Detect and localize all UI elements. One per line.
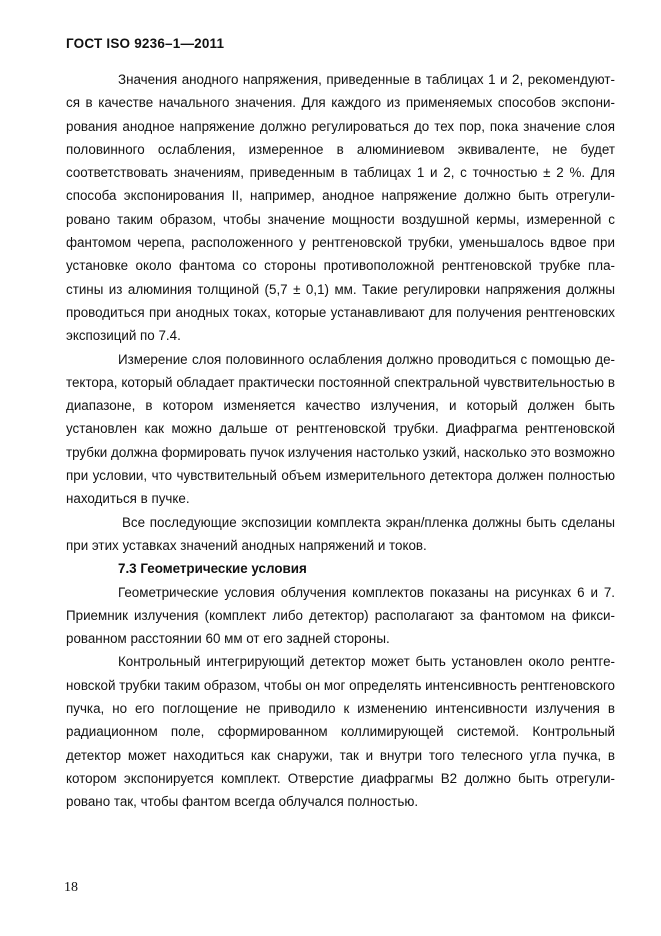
document-header: ГОСТ ISO 9236–1—2011 (66, 36, 225, 51)
page-number: 18 (64, 880, 78, 895)
document-body (66, 68, 615, 814)
section-title-geometric-conditions: 7.3 Геометрические условия (118, 561, 307, 577)
paragraph-geometric-conditions: Геометрические условия облучения комплектов показаны на рисунках 6 и 7. Приемник излучения (комплект либо детектор) располагают за фантомом на фиксированном расстоянии 60 мм от его задней стороны. (66, 584, 615, 647)
paragraph-control-detector: Контрольный интегрирующий детектор может быть установлен около рентгеновской трубки таким образом, чтобы он мог определять интенсивность рентгеновского пучка, но его поглощение не приводило к изменению интенсивности излучения в радиационном поле, сформированном коллимирующей системой. Контрольный детектор может находиться как снаружи, так и внутри того телесного угла пучка, в котором экспонируется комплект. Отверстие диафрагмы В2 должно быть отрегулировано так, чтобы фантом всегда облучался полностью. (66, 654, 615, 810)
paragraph-half-value-layer: Измерение слоя половинного ослабления должно проводиться с помощью детектора, который обладает практически постоянной спектральной чувствительностью в диапазоне, в котором изменяется качество излучения, и который должен быть установлен как можно дальше от рентгеновской трубки. Диафрагма рентгеновской трубки должна формировать пучок излучения настолько узкий, насколько это возможно при условии, что чувствительный объем измерительного детектора должен полностью находиться в пучке. (66, 351, 615, 507)
paragraph-exposures: Все последующие экспозиции комплекта экран/пленка должны быть сделаны при этих уставках значений анодных напряжений и токов. (66, 514, 615, 553)
paragraph-anode-voltage: Значения анодного напряжения, приведенные в таблицах 1 и 2, рекомендуются в качестве начального значения. Для каждого из применяемых способов экспонирования анодное напряжение должно регулироваться до тех пор, пока значение слоя половинного ослабления, измеренное в алюминиевом эквиваленте, не будет соответствовать значениям, приведенным в таблицах 1 и 2, с точностью ± 2 %. Для способа экспонирования II, например, анодное напряжение должно быть отрегулировано таким образом, чтобы значение мощности воздушной кермы, измеренной с фантомом черепа, расположенного у рентгеновской трубки, уменьшалось вдвое при установке около фантома со стороны противоположной рентгеновской трубке пластины из алюминия толщиной (5,7 ± 0,1) мм. Такие регулировки напряжения должны проводиться при анодных токах, которые устанавливают для получения рентгеновских экспозиций по 7.4. (66, 72, 615, 344)
